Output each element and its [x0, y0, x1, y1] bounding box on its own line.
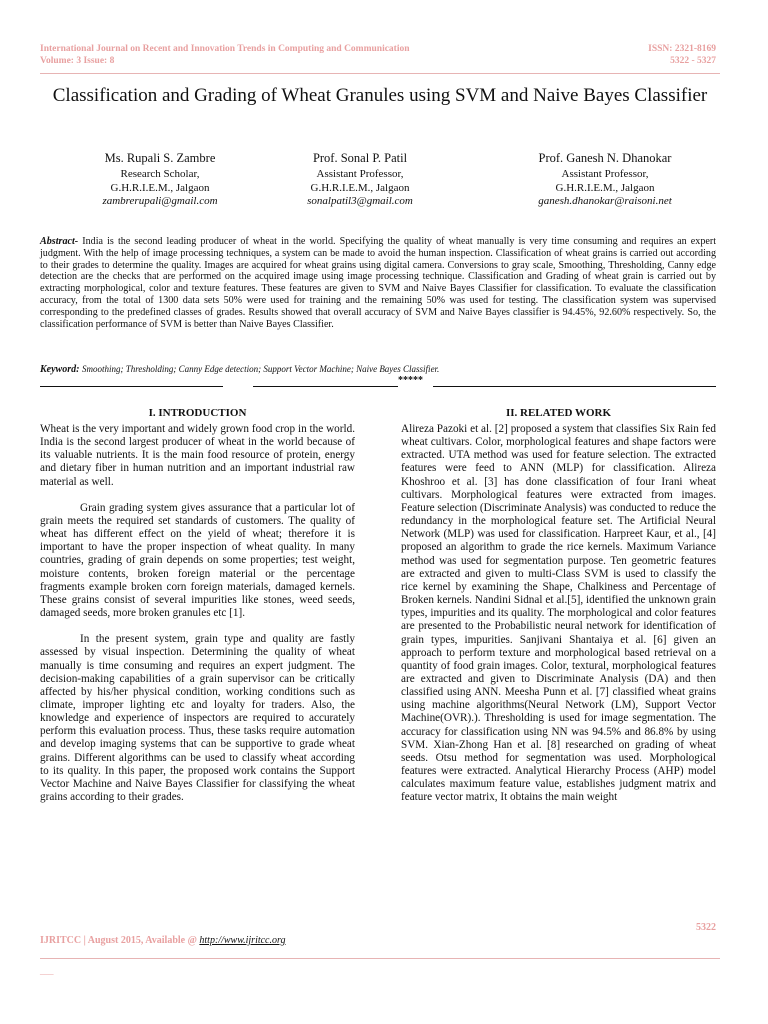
running-header-left	[40, 43, 410, 67]
section-heading-introduction: I. INTRODUCTION	[148, 407, 247, 419]
footer-rule	[40, 958, 720, 959]
author-block-2	[260, 150, 460, 209]
author-affiliation: G.H.R.I.E.M., Jalgaon	[110, 181, 210, 194]
journal-volume: Volume: 3 Issue: 8	[40, 56, 115, 66]
author-role: Assistant Professor,	[561, 168, 649, 180]
footer-dash: ___	[40, 966, 54, 976]
author-affiliation: G.H.R.I.E.M., Jalgaon	[555, 181, 655, 194]
separator-line-mid	[253, 386, 398, 387]
separator-line-left	[40, 386, 223, 387]
footer-link[interactable]: http://www.ijritcc.org	[199, 935, 286, 946]
keywords	[40, 364, 439, 375]
page-number: 5322	[696, 922, 716, 933]
author-name: Ms. Rupali S. Zambre	[104, 151, 216, 165]
footer	[40, 935, 286, 946]
paragraph: Alireza Pazoki et al. [2] proposed a system that classifies Six Rain fed wheat cultivars. Color, morphological features and shape factors were extracted. UTA method was used for feature selection. The extracted features were feed to ANN (MLP) for classification. Alireza Khoshroo et al. [3] has done classification of four Irani wheat cultivars. Morphological features were extracted from images. Feature selection (Discriminate Analysis) was conducted to reduce the redundancy in the morphological feature set. The Artificial Neural Network (MLP) was used for classification. Harpreet Kaur, et al., [4] proposed an algorithm to grade the rice kernels. Maximum Variance method was used for segmentation purpose. Ten geometric features are extracted and given to multi-Class SVM is used to classify the rice kernel by examining the Shape, Chalkiness and Percentage of Broken kernels. Nandini Sidnal et al.[5], identified the unknown grain types, impurities and its quality. The morphological and color features are presented to the Probabilistic neural network for identification of grain types, impurities. Sanjivani Shantaiya et al. [6] given an approach to perform texture and morphological based retrieval on a quantity of food grain images. Color, textural, morphological features are extracted and given to Discriminate Analysis (DA) and then classified using ANN. Meesha Punn et al. [7] classified wheat grains using machine algorithms(Neural Network (LM), Support Vector Machine(OVR).). Thresholding is used for image segmentation. The accuracy for classification using NN was 94.5% and 86.8% by using SVM. Xian-Zhong Han et al. [8] researched on grading of wheat seeds. Otsu method for segmentation was used. Morphological features were extracted. Analytical Hierarchy Process (AHP) model calculates maximum feature value, establishes judgment matrix and feature vector matrix, It obtains the main weight	[401, 423, 717, 804]
footer-text: IJRITCC | August 2015, Available @	[40, 935, 197, 946]
author-email[interactable]: sonalpatil3@gmail.com	[307, 195, 413, 207]
keywords-text: Smoothing; Thresholding; Canny Edge detection; Support Vector Machine; Naive Bayes Classifier.	[81, 364, 440, 374]
related-work-column	[401, 423, 716, 805]
author-name: Prof. Sonal P. Patil	[312, 151, 408, 165]
paragraph: In the present system, grain type and quality are fastly assessed by visual inspection. Determining the quality of wheat manually is time consuming and requires an expert judgment. The decision-making capabilities of a grain supervisor can be critically affected by his/her physical condition, working conditions such as climate, improper lighting etc and loyalty for traders. Also, the knowledge and experience of inspectors are required to accurately perform this evaluation process. Thus, these tasks require automation and develop imaging systems that can be supportive to grade wheat grains. Different algorithms can be used to classify wheat according to its quality. In this paper, the proposed work contains the Support Vector Machine and Naive Bayes Classifier for classifying the wheat grains according to their grades.	[40, 633, 355, 804]
author-affiliation: G.H.R.I.E.M., Jalgaon	[310, 181, 410, 194]
separator-stars: *****	[398, 375, 423, 386]
author-name: Prof. Ganesh N. Dhanokar	[538, 151, 672, 165]
paragraph: Wheat is the very important and widely grown food crop in the world. India is the second largest producer of wheat in the world because of its valuable nutrients. It is the main food resource of protein, energy and dietary fiber in human nutrition and an important industrial raw material as well.	[40, 423, 355, 488]
journal-name: International Journal on Recent and Innovation Trends in Computing and Communication	[40, 44, 410, 54]
abstract-text: India is the second leading producer of wheat in the world. Specifying the quality of wheat manually is very time consuming and requires an expert judgment. With the help of image processing techniques, a system can be made to avoid the human inspection. Classification of wheat grains is carried out according to their grades to determine the quality. Images are acquired for wheat grains using digital camera. Conversions to gray scale, Smoothing, Thresholding, Canny edge detection are the checks that are performed on the acquired image using image processing technique. Classification and Grading of wheat grain is carried out by extracting morphological, color and texture features. These features are given to SVM and Naive Bayes Classifier for classification. To evaluate the classification accuracy, from the total of 1300 data sets 50% were used for training and the remaining 50% was used for testing. The classification system was supervised corresponding to the predefined classes of grades. Results showed that overall accuracy of SVM and Naive Bayes classifier is 94.45%, 92.60% respectively. So, the classification performance of SVM is better than Naive Bayes Classifier.	[40, 236, 717, 330]
header-rule	[40, 73, 720, 74]
author-block-3	[505, 150, 705, 209]
introduction-column	[40, 423, 355, 804]
section-separator	[40, 376, 716, 390]
author-email[interactable]: ganesh.dhanokar@raisoni.net	[538, 195, 672, 207]
section-heading-related-work: II. RELATED WORK	[505, 407, 612, 419]
author-role: Research Scholar,	[120, 168, 200, 180]
abstract-label: Abstract-	[40, 236, 79, 247]
running-header-right	[648, 43, 716, 67]
paper-title: Classification and Grading of Wheat Granules using SVM and Naive Bayes Classifier	[52, 85, 708, 106]
keywords-label: Keyword:	[40, 364, 80, 375]
journal-issn: ISSN: 2321-8169	[648, 44, 716, 54]
author-role: Assistant Professor,	[316, 168, 404, 180]
page-range: 5322 - 5327	[670, 56, 716, 66]
abstract	[40, 236, 716, 330]
paragraph: Grain grading system gives assurance that a particular lot of grain meets the required set standards of customers. The quality of wheat has different effect on the yield of wheat; therefore it is important to have the proper inspection of wheat quality. In many countries, grading of grain depends on some properties; test weight, moisture contents, broken foreign material or the percentage fragments example broken corn foreign materials, damaged kernels. These grains consist of several impurities like stones, weed seeds, damaged seeds, more broken granules etc [1].	[40, 501, 355, 620]
author-block-1	[60, 150, 260, 209]
separator-line-right	[433, 386, 716, 387]
author-email[interactable]: zambrerupali@gmail.com	[102, 195, 218, 207]
